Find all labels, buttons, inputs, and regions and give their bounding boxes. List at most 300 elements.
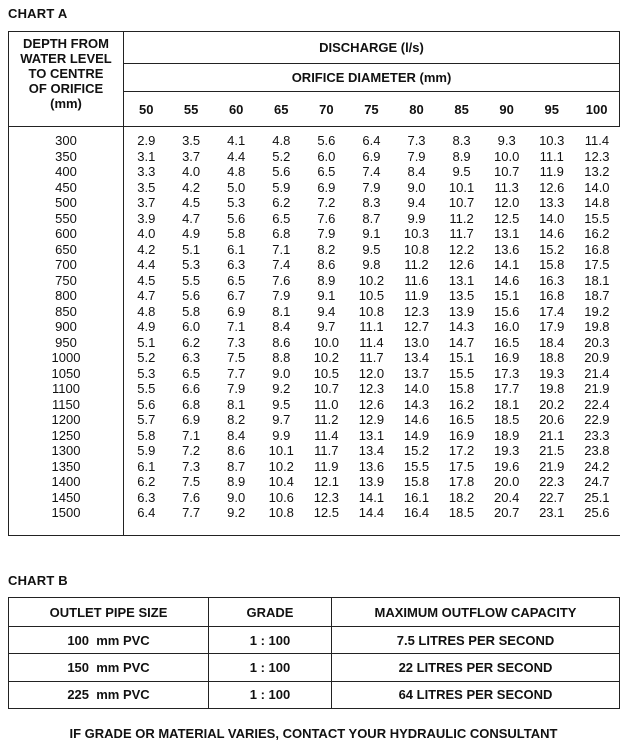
discharge-value: 22.7 xyxy=(539,489,565,505)
discharge-value: 15.8 xyxy=(539,257,565,272)
discharge-value: 22.4 xyxy=(584,396,610,412)
discharge-value: 10.1 xyxy=(268,443,294,458)
discharge-value: 5.1 xyxy=(182,241,201,257)
discharge-value: 9.2 xyxy=(272,381,291,396)
depth-value: 300 xyxy=(55,133,77,148)
depth-value: 1400 xyxy=(51,474,81,489)
discharge-value: 18.4 xyxy=(539,334,565,350)
depth-value: 600 xyxy=(55,226,77,241)
discharge-value: 15.8 xyxy=(448,381,475,396)
discharge-value: 3.7 xyxy=(182,148,201,164)
discharge-value: 22.9 xyxy=(584,412,610,427)
discharge-value: 11.7 xyxy=(314,443,339,458)
discharge-value: 14.8 xyxy=(584,195,610,210)
discharge-value: 10.5 xyxy=(358,288,385,303)
discharge-value: 16.9 xyxy=(494,350,520,365)
discharge-value: 7.2 xyxy=(182,443,201,458)
diameter-header-cell: 85 xyxy=(439,92,484,127)
discharge-value: 12.6 xyxy=(448,257,475,272)
discharge-value: 15.5 xyxy=(403,458,430,474)
discharge-value: 11.7 xyxy=(359,350,384,365)
discharge-value: 21.9 xyxy=(584,381,610,396)
depth-value: 700 xyxy=(55,257,77,272)
discharge-values-column xyxy=(124,127,169,536)
discharge-value: 20.7 xyxy=(494,505,520,520)
discharge-value: 14.6 xyxy=(539,226,565,241)
discharge-value: 17.4 xyxy=(539,303,565,319)
discharge-values-column xyxy=(439,127,484,536)
discharge-value: 11.9 xyxy=(314,458,339,474)
discharge-value: 15.8 xyxy=(403,474,430,489)
discharge-value: 6.7 xyxy=(227,288,246,303)
discharge-value: 4.4 xyxy=(137,257,156,272)
discharge-value: 3.5 xyxy=(137,179,156,195)
discharge-value: 14.6 xyxy=(494,272,520,288)
discharge-value: 9.7 xyxy=(317,319,336,334)
discharge-value: 5.5 xyxy=(137,381,156,396)
discharge-value: 5.3 xyxy=(227,195,246,210)
discharge-value: 13.9 xyxy=(358,474,385,489)
discharge-value: 16.2 xyxy=(448,396,475,412)
discharge-value: 11.1 xyxy=(539,148,564,164)
depth-value: 850 xyxy=(55,303,77,319)
discharge-value: 4.4 xyxy=(227,148,246,164)
depth-value: 1350 xyxy=(51,458,81,474)
discharge-value: 6.4 xyxy=(362,133,381,148)
discharge-values-column xyxy=(259,127,304,536)
discharge-value: 5.6 xyxy=(272,164,291,179)
discharge-value: 8.6 xyxy=(272,334,291,350)
grade-cell: 1 : 100 xyxy=(209,681,332,708)
grade-cell: 1 : 100 xyxy=(209,654,332,681)
discharge-value: 2.9 xyxy=(137,133,156,148)
discharge-value: 9.0 xyxy=(407,179,426,195)
discharge-value: 18.9 xyxy=(494,427,520,443)
discharge-value: 16.5 xyxy=(494,334,520,350)
discharge-value: 6.4 xyxy=(137,505,156,520)
discharge-value: 17.5 xyxy=(448,458,475,474)
discharge-value: 6.9 xyxy=(227,303,246,319)
discharge-value: 13.1 xyxy=(448,272,475,288)
discharge-value: 13.6 xyxy=(494,241,520,257)
discharge-value: 7.9 xyxy=(227,381,246,396)
discharge-value: 8.6 xyxy=(227,443,246,458)
discharge-value: 16.5 xyxy=(448,412,475,427)
discharge-value: 23.3 xyxy=(584,427,610,443)
discharge-value: 9.5 xyxy=(362,241,381,257)
discharge-value: 19.2 xyxy=(584,303,610,319)
depth-value: 800 xyxy=(55,288,77,303)
discharge-value: 4.2 xyxy=(137,241,156,257)
discharge-value: 13.2 xyxy=(584,164,610,179)
discharge-value: 10.8 xyxy=(268,505,294,520)
footer-note: IF GRADE OR MATERIAL VARIES, CONTACT YOUR HYDRAULIC CONSULTANT xyxy=(69,726,558,741)
discharge-value: 14.0 xyxy=(403,381,430,396)
diameter-header-cell: 80 xyxy=(394,92,439,127)
discharge-value: 24.7 xyxy=(584,474,610,489)
discharge-value: 7.5 xyxy=(227,350,246,365)
discharge-value: 5.9 xyxy=(272,179,291,195)
discharge-value: 8.7 xyxy=(227,458,246,474)
discharge-value: 12.6 xyxy=(358,396,385,412)
discharge-value: 6.9 xyxy=(317,179,336,195)
discharge-value: 19.6 xyxy=(494,458,520,474)
discharge-value: 23.8 xyxy=(584,443,610,458)
discharge-value: 7.2 xyxy=(317,195,336,210)
outflow-cell: 7.5 LITRES PER SECOND xyxy=(332,627,620,654)
discharge-value: 5.2 xyxy=(137,350,156,365)
discharge-value: 13.3 xyxy=(539,195,565,210)
discharge-value: 8.6 xyxy=(317,257,336,272)
discharge-value: 14.1 xyxy=(494,257,520,272)
discharge-value: 21.4 xyxy=(584,365,610,381)
discharge-value: 4.7 xyxy=(182,210,201,226)
discharge-value: 16.3 xyxy=(539,272,565,288)
depth-value: 550 xyxy=(55,210,77,226)
discharge-value: 10.0 xyxy=(494,148,520,164)
discharge-value: 19.3 xyxy=(494,443,520,458)
discharge-value: 11.9 xyxy=(404,288,429,303)
depth-value: 450 xyxy=(55,179,77,195)
discharge-value: 9.0 xyxy=(272,365,291,381)
discharge-value: 5.5 xyxy=(182,272,201,288)
discharge-value: 25.1 xyxy=(584,489,610,505)
discharge-value: 5.2 xyxy=(272,148,291,164)
discharge-value: 11.2 xyxy=(314,412,339,427)
discharge-value: 8.4 xyxy=(227,427,246,443)
discharge-value: 7.1 xyxy=(227,319,246,334)
discharge-value: 13.1 xyxy=(494,226,520,241)
discharge-value: 17.3 xyxy=(494,365,520,381)
depth-value: 400 xyxy=(55,164,77,179)
discharge-value: 3.1 xyxy=(137,148,156,164)
depth-value: 900 xyxy=(55,319,77,334)
discharge-value: 15.5 xyxy=(448,365,475,381)
discharge-value: 16.0 xyxy=(494,319,520,334)
discharge-value: 20.9 xyxy=(584,350,610,365)
discharge-value: 8.3 xyxy=(362,195,381,210)
discharge-value: 5.8 xyxy=(227,226,246,241)
discharge-value: 5.3 xyxy=(137,365,156,381)
discharge-value: 9.2 xyxy=(227,505,246,520)
discharge-value: 21.9 xyxy=(539,458,565,474)
discharge-value: 6.3 xyxy=(227,257,246,272)
discharge-value: 8.1 xyxy=(272,303,291,319)
discharge-value: 4.8 xyxy=(227,164,246,179)
discharge-value: 11.2 xyxy=(404,257,429,272)
discharge-value: 6.1 xyxy=(227,241,246,257)
diameter-header-cell: 90 xyxy=(484,92,529,127)
discharge-value: 6.5 xyxy=(272,210,291,226)
discharge-values-column xyxy=(304,127,349,536)
discharge-value: 6.5 xyxy=(227,272,246,288)
discharge-value: 11.7 xyxy=(449,226,474,241)
depth-value: 650 xyxy=(55,241,77,257)
discharge-value: 17.7 xyxy=(494,381,520,396)
diameter-header-cell: 50 xyxy=(124,92,169,127)
discharge-value: 4.0 xyxy=(137,226,156,241)
discharge-value: 7.6 xyxy=(182,489,201,505)
discharge-value: 7.1 xyxy=(182,427,201,443)
discharge-value: 6.3 xyxy=(182,350,201,365)
discharge-value: 20.4 xyxy=(494,489,520,505)
depth-values-column xyxy=(9,127,124,536)
discharge-value: 6.0 xyxy=(317,148,336,164)
discharge-value: 16.9 xyxy=(448,427,475,443)
discharge-value: 15.2 xyxy=(403,443,430,458)
diameter-header-cell: 75 xyxy=(349,92,394,127)
discharge-value: 10.6 xyxy=(268,489,294,505)
discharge-value: 8.7 xyxy=(362,210,381,226)
discharge-value: 10.2 xyxy=(313,350,339,365)
discharge-value: 3.3 xyxy=(137,164,156,179)
discharge-value: 7.4 xyxy=(362,164,381,179)
diameter-header-cell: 95 xyxy=(529,92,574,127)
discharge-value: 18.8 xyxy=(539,350,565,365)
discharge-value: 16.1 xyxy=(403,489,430,505)
discharge-value: 6.1 xyxy=(137,458,156,474)
discharge-value: 11.4 xyxy=(314,427,339,443)
table-row xyxy=(9,627,620,654)
discharge-value: 9.5 xyxy=(452,164,471,179)
discharge-value: 6.5 xyxy=(182,365,201,381)
discharge-value: 9.1 xyxy=(317,288,336,303)
discharge-value: 6.8 xyxy=(182,396,201,412)
discharge-value: 7.4 xyxy=(272,257,291,272)
discharge-value: 18.5 xyxy=(494,412,520,427)
discharge-value: 18.1 xyxy=(494,396,520,412)
discharge-value: 13.6 xyxy=(358,458,385,474)
discharge-value: 10.2 xyxy=(268,458,294,474)
depth-value: 1150 xyxy=(52,396,80,412)
depth-value: 1100 xyxy=(52,381,80,396)
discharge-value: 5.6 xyxy=(227,210,246,226)
discharge-values-column xyxy=(349,127,394,536)
depth-value: 750 xyxy=(55,272,77,288)
discharge-value: 20.3 xyxy=(584,334,610,350)
discharge-value: 14.7 xyxy=(448,334,475,350)
discharge-value: 12.5 xyxy=(313,505,339,520)
discharge-value: 13.7 xyxy=(403,365,430,381)
discharge-value: 8.2 xyxy=(227,412,246,427)
chart-b-title: CHART B xyxy=(8,573,68,588)
discharge-value: 13.0 xyxy=(403,334,430,350)
discharge-value: 12.1 xyxy=(313,474,339,489)
discharge-value: 7.6 xyxy=(272,272,291,288)
discharge-value: 14.6 xyxy=(403,412,430,427)
discharge-value: 6.2 xyxy=(182,334,201,350)
discharge-value: 23.1 xyxy=(539,505,565,520)
depth-value: 500 xyxy=(55,195,77,210)
discharge-value: 9.9 xyxy=(272,427,291,443)
discharge-value: 6.8 xyxy=(272,226,291,241)
discharge-value: 16.8 xyxy=(584,241,610,257)
outflow-cell: 22 LITRES PER SECOND xyxy=(332,654,620,681)
discharge-value: 4.8 xyxy=(137,303,156,319)
discharge-value: 19.8 xyxy=(584,319,610,334)
discharge-value: 6.6 xyxy=(182,381,201,396)
discharge-value: 13.1 xyxy=(358,427,385,443)
discharge-value: 8.1 xyxy=(227,396,246,412)
discharge-values-column xyxy=(394,127,439,536)
discharge-value: 5.6 xyxy=(182,288,201,303)
discharge-value: 8.2 xyxy=(317,241,336,257)
discharge-value: 5.6 xyxy=(137,396,156,412)
discharge-value: 24.2 xyxy=(584,458,610,474)
discharge-value: 15.2 xyxy=(539,241,565,257)
discharge-value: 7.3 xyxy=(227,334,246,350)
discharge-value: 6.9 xyxy=(182,412,201,427)
diameter-header-cell: 70 xyxy=(304,92,349,127)
discharge-value: 4.5 xyxy=(182,195,201,210)
discharge-value: 11.9 xyxy=(539,164,564,179)
discharge-value: 10.7 xyxy=(494,164,520,179)
discharge-value: 10.8 xyxy=(358,303,385,319)
discharge-value: 12.9 xyxy=(358,412,385,427)
discharge-value: 6.0 xyxy=(182,319,201,334)
chart-b-table xyxy=(8,597,620,709)
discharge-value: 13.4 xyxy=(403,350,430,365)
chart-a-table xyxy=(8,31,620,536)
grade-cell: 1 : 100 xyxy=(209,627,332,654)
discharge-value: 18.1 xyxy=(584,272,610,288)
discharge-value: 7.3 xyxy=(182,458,201,474)
discharge-value: 17.8 xyxy=(448,474,475,489)
pipe-size-cell: 150 mm PVC xyxy=(9,654,209,681)
discharge-value: 7.9 xyxy=(272,288,291,303)
discharge-value: 10.3 xyxy=(539,133,565,148)
diameter-header-cell: 60 xyxy=(214,92,259,127)
discharge-value: 21.5 xyxy=(539,443,565,458)
depth-value: 1050 xyxy=(51,365,81,381)
discharge-values-column xyxy=(169,127,214,536)
discharge-value: 12.6 xyxy=(539,179,565,195)
discharge-value: 10.7 xyxy=(448,195,475,210)
diameter-header-cell: 55 xyxy=(169,92,214,127)
discharge-value: 18.2 xyxy=(448,489,475,505)
pipe-size-cell: 225 mm PVC xyxy=(9,681,209,708)
discharge-value: 4.7 xyxy=(137,288,156,303)
discharge-value: 13.5 xyxy=(448,288,475,303)
discharge-value: 10.5 xyxy=(313,365,339,381)
discharge-value: 3.5 xyxy=(182,133,201,148)
discharge-value: 8.9 xyxy=(227,474,246,489)
discharge-value: 10.3 xyxy=(403,226,430,241)
discharge-value: 5.6 xyxy=(317,133,336,148)
discharge-value: 8.8 xyxy=(272,350,291,365)
discharge-value: 8.9 xyxy=(452,148,471,164)
discharge-value: 8.3 xyxy=(452,133,471,148)
discharge-value: 7.3 xyxy=(407,133,426,148)
discharge-value: 7.9 xyxy=(362,179,381,195)
discharge-value: 4.2 xyxy=(182,179,201,195)
discharge-value: 19.3 xyxy=(539,365,565,381)
depth-value: 1000 xyxy=(51,350,81,365)
max-outflow-header: MAXIMUM OUTFLOW CAPACITY xyxy=(332,598,620,627)
table-row xyxy=(9,654,620,681)
discharge-header: DISCHARGE (l/s) xyxy=(124,32,620,64)
discharge-value: 17.9 xyxy=(539,319,565,334)
discharge-value: 18.5 xyxy=(448,505,475,520)
discharge-value: 4.8 xyxy=(272,133,291,148)
discharge-value: 12.2 xyxy=(448,241,475,257)
discharge-value: 17.2 xyxy=(448,443,475,458)
discharge-value: 10.7 xyxy=(313,381,339,396)
discharge-value: 4.0 xyxy=(182,164,201,179)
discharge-value: 12.0 xyxy=(494,195,520,210)
discharge-value: 7.9 xyxy=(317,226,336,241)
discharge-value: 13.9 xyxy=(448,303,475,319)
discharge-value: 4.9 xyxy=(182,226,201,241)
discharge-value: 8.4 xyxy=(407,164,426,179)
depth-value: 350 xyxy=(55,148,77,164)
discharge-value: 5.9 xyxy=(137,443,156,458)
discharge-value: 25.6 xyxy=(584,505,610,520)
discharge-value: 15.1 xyxy=(448,350,475,365)
discharge-value: 9.4 xyxy=(407,195,426,210)
outlet-pipe-size-header: OUTLET PIPE SIZE xyxy=(9,598,209,627)
discharge-value: 5.8 xyxy=(182,303,201,319)
discharge-value: 9.9 xyxy=(407,210,426,226)
discharge-value: 11.1 xyxy=(359,319,384,334)
discharge-value: 5.1 xyxy=(137,334,156,350)
discharge-value: 16.2 xyxy=(584,226,610,241)
discharge-value: 4.1 xyxy=(227,133,246,148)
discharge-value: 9.1 xyxy=(362,226,381,241)
pipe-size-cell: 100 mm PVC xyxy=(9,627,209,654)
discharge-value: 14.4 xyxy=(358,505,385,520)
discharge-value: 14.9 xyxy=(403,427,430,443)
discharge-values-column xyxy=(529,127,574,536)
discharge-value: 12.3 xyxy=(313,489,339,505)
discharge-value: 7.7 xyxy=(182,505,201,520)
discharge-value: 3.9 xyxy=(137,210,156,226)
discharge-value: 12.3 xyxy=(403,303,430,319)
discharge-value: 7.9 xyxy=(407,148,426,164)
grade-header: GRADE xyxy=(209,598,332,627)
discharge-data-row xyxy=(9,127,620,536)
discharge-value: 11.0 xyxy=(314,396,339,412)
discharge-value: 4.9 xyxy=(137,319,156,334)
discharge-values-column xyxy=(574,127,619,536)
discharge-value: 20.0 xyxy=(494,474,520,489)
discharge-value: 15.5 xyxy=(584,210,610,226)
discharge-value: 5.7 xyxy=(137,412,156,427)
depth-value: 1500 xyxy=(51,505,81,520)
depth-value: 1250 xyxy=(51,427,81,443)
discharge-value: 19.8 xyxy=(539,381,565,396)
discharge-value: 14.3 xyxy=(448,319,475,334)
discharge-value: 11.4 xyxy=(584,133,610,148)
discharge-value: 3.7 xyxy=(137,195,156,210)
discharge-value: 10.2 xyxy=(358,272,385,288)
discharge-value: 6.9 xyxy=(362,148,381,164)
discharge-value: 6.5 xyxy=(317,164,336,179)
table-row xyxy=(9,681,620,708)
discharge-value: 9.4 xyxy=(317,303,336,319)
discharge-value: 7.5 xyxy=(182,474,201,489)
discharge-value: 10.0 xyxy=(313,334,339,350)
discharge-value: 21.1 xyxy=(539,427,565,443)
discharge-value: 16.4 xyxy=(403,505,430,520)
discharge-value: 11.4 xyxy=(359,334,384,350)
discharge-value: 8.9 xyxy=(317,272,336,288)
discharge-value: 13.4 xyxy=(358,443,385,458)
discharge-value: 6.3 xyxy=(137,489,156,505)
discharge-value: 10.8 xyxy=(403,241,430,257)
discharge-values-column xyxy=(214,127,259,536)
discharge-value: 7.1 xyxy=(272,241,291,257)
